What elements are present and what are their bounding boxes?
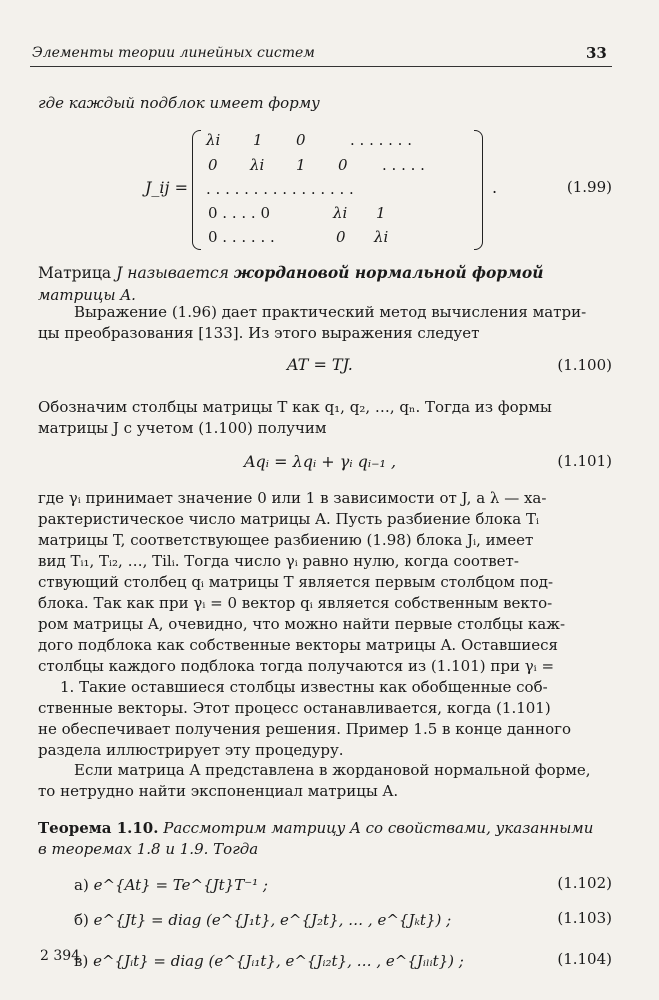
item-formula: e^{At} = Te^{Jt}T⁻¹ ; xyxy=(93,876,268,894)
item-prefix: а) xyxy=(74,876,89,894)
matrix-cell: 0 xyxy=(336,228,346,246)
matrix-cell: . . . . . . . . . . . . . . . . xyxy=(206,180,354,198)
matrix-right-bracket xyxy=(474,130,483,250)
matrix-cell: 0 xyxy=(296,131,306,149)
matrix-cell: . . . . . . . xyxy=(350,131,412,149)
paragraph-line: матрицы J с учетом (1.100) получим xyxy=(38,419,327,437)
matrix-cell: 1 xyxy=(296,156,306,174)
paragraph-line: цы преобразования [133]. Из этого выражения следует xyxy=(38,324,480,342)
matrix-cell: λi xyxy=(206,131,221,149)
equation-1-100: AT = TJ. xyxy=(287,355,353,374)
intro-line: где каждый подблок имеет форму xyxy=(38,94,320,112)
page-number: 33 xyxy=(586,44,607,62)
definition-line-1 xyxy=(38,262,543,284)
equation-number: (1.99) xyxy=(566,178,612,196)
definition-symbol: J xyxy=(116,264,123,282)
signature-mark: 2 394 xyxy=(40,948,81,964)
paragraph-line: Если матрица A представлена в жордановой нормальной форме, xyxy=(74,761,591,779)
matrix-cell: λi xyxy=(333,204,348,222)
matrix-cell: λi xyxy=(374,228,389,246)
matrix-left-bracket xyxy=(192,130,201,250)
theorem-text: Рассмотрим матрицу A со свойствами, указанными xyxy=(163,819,594,837)
matrix-cell: . . . . . xyxy=(382,156,425,174)
matrix-cell: 1 xyxy=(376,204,386,222)
running-header-title: Элементы теории линейных систем xyxy=(32,45,315,61)
paragraph-line: Обозначим столбцы матрицы T как q₁, q₂, …, qₙ. Тогда из формы xyxy=(38,398,552,416)
matrix-cell: 0 xyxy=(338,156,348,174)
theorem-label: Теорема 1.10. xyxy=(38,819,159,837)
paragraph-line: вид Tᵢ₁, Tᵢ₂, …, Tilᵢ. Тогда число γᵢ равно нулю, когда соответ- xyxy=(38,552,519,570)
matrix-cell: λi xyxy=(250,156,265,174)
equation-number: (1.104) xyxy=(557,950,612,968)
matrix-cell: 0 . . . . . . xyxy=(208,228,275,246)
paragraph-line: 1. Такие оставшиеся столбцы известны как обобщенные соб- xyxy=(60,678,548,696)
equation-number: (1.100) xyxy=(557,356,612,374)
paragraph-line: где γᵢ принимает значение 0 или 1 в зависимости от J, а λ — ха- xyxy=(38,489,547,507)
theorem-item-c xyxy=(74,950,464,972)
matrix-cell: 0 xyxy=(208,156,218,174)
item-formula: e^{Jt} = diag (e^{J₁t}, e^{J₂t}, … , e^{Jₖt}) ; xyxy=(93,911,452,929)
paragraph-line: блока. Так как при γᵢ = 0 вектор qᵢ является собственным векто- xyxy=(38,594,553,612)
paragraph-line: дого подблока как собственные векторы матрицы A. Оставшиеся xyxy=(38,636,559,654)
matrix-cell: 1 xyxy=(253,131,263,149)
defined-term: жордановой нормальной формой xyxy=(233,263,544,282)
equation-number: (1.103) xyxy=(557,909,612,927)
item-prefix: б) xyxy=(74,911,89,929)
paragraph-line: раздела иллюстрирует эту процедуру. xyxy=(38,741,344,759)
item-prefix: в) xyxy=(74,952,89,970)
paragraph-line: то нетрудно найти экспоненциал матрицы A. xyxy=(38,782,399,800)
equation-number: (1.101) xyxy=(557,452,612,470)
theorem-line-1 xyxy=(38,817,593,839)
theorem-item-b xyxy=(74,909,451,931)
paragraph-line: столбцы каждого подблока тогда получаются из (1.101) при γᵢ = xyxy=(38,657,555,675)
header-rule xyxy=(30,66,612,67)
paragraph-line: ром матрицы A, очевидно, что можно найти первые столбцы каж- xyxy=(38,615,566,633)
paragraph-line: Выражение (1.96) дает практический метод вычисления матри- xyxy=(74,303,587,321)
paragraph-line: рактеристическое число матрицы A. Пусть разбиение блока Tᵢ xyxy=(38,510,540,528)
definition-text: Матрица xyxy=(38,264,112,282)
matrix-cell: 0 . . . . 0 xyxy=(208,204,270,222)
paragraph-line: матрицы T, соответствующее разбиению (1.98) блока Jᵢ, имеет xyxy=(38,531,534,549)
item-formula: e^{Jᵢt} = diag (e^{Jᵢ₁t}, e^{Jᵢ₂t}, … , e^{Jᵢₗᵢt}) ; xyxy=(93,952,464,970)
paragraph-line: ственные векторы. Этот процесс останавливается, когда (1.101) xyxy=(38,699,551,717)
equation-number: (1.102) xyxy=(557,874,612,892)
matrix-lhs: J_ij = xyxy=(145,178,188,197)
paragraph-line: ствующий столбец qᵢ матрицы T является первым столбцом под- xyxy=(38,573,554,591)
definition-line-2: матрицы A. xyxy=(38,286,136,304)
definition-text: называется xyxy=(127,264,229,282)
paragraph-line: не обеспечивает получения решения. Пример 1.5 в конце данного xyxy=(38,720,572,738)
theorem-line-2: в теоремах 1.8 и 1.9. Тогда xyxy=(38,840,259,858)
equation-1-101: Aqᵢ = λqᵢ + γᵢ qᵢ₋₁ , xyxy=(244,452,397,471)
matrix-trailing-period: . xyxy=(492,178,498,197)
theorem-item-a xyxy=(74,874,268,896)
